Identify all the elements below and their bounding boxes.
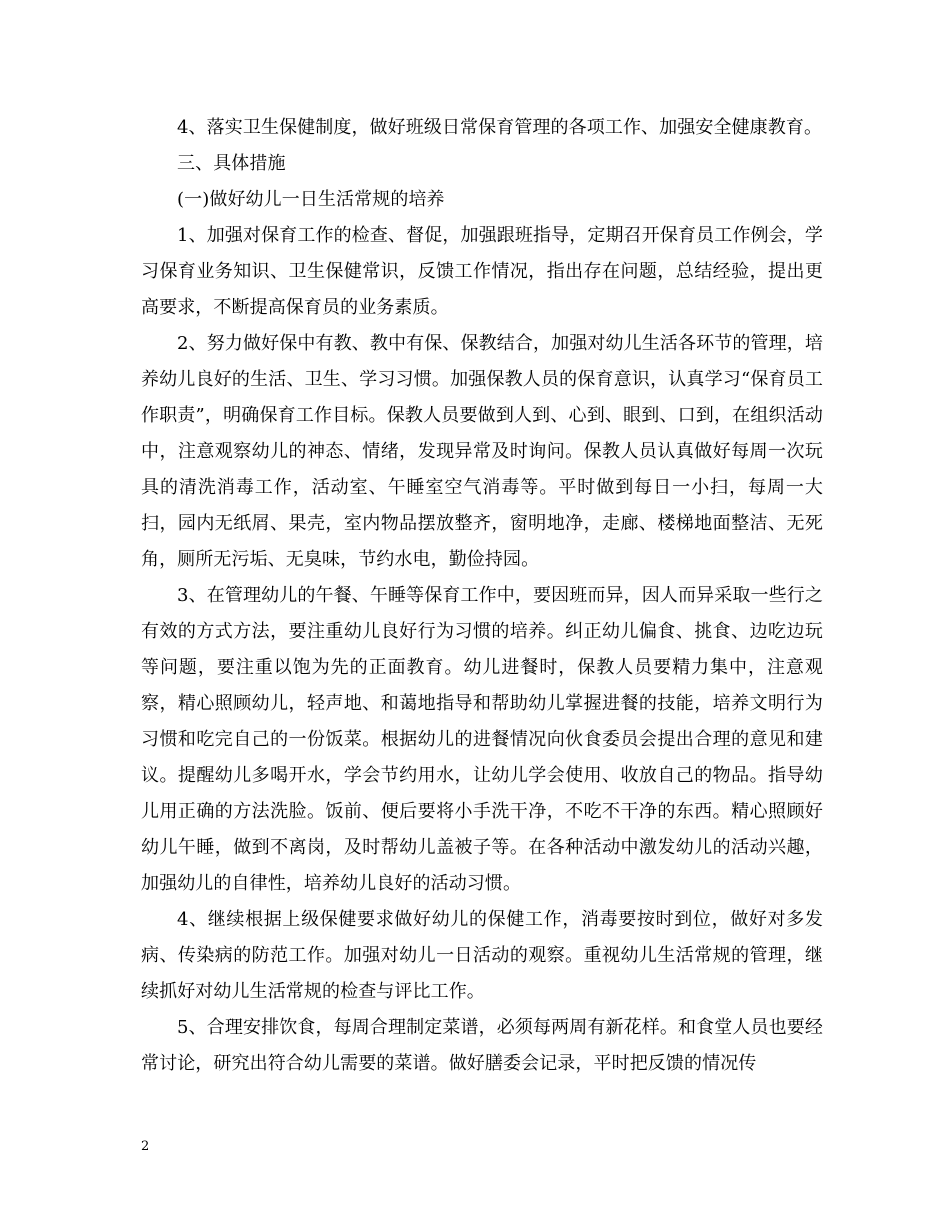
page-number: 2 bbox=[141, 1139, 150, 1154]
paragraph-measure-4: 4、继续根据上级保健要求做好幼儿的保健工作，消毒要按时到位，做好对多发病、传染病的防范工作。加强对幼儿一日活动的观察。重视幼儿生活常规的管理，继续抓好对幼儿生活常规的检查与评比工作。 bbox=[141, 909, 823, 1002]
paragraph-item-4-safety: 4、落实卫生保健制度，做好班级日常保育管理的各项工作、加强安全健康教育。 bbox=[177, 117, 823, 138]
paragraph-measure-1: 1、加强对保育工作的检查、督促，加强跟班指导，定期召开保育员工作例会，学习保育业务知识、卫生保健常识，反馈工作情况，指出存在问题，总结经验，提出更高要求，不断提高保育员的业务素质。 bbox=[141, 225, 823, 318]
paragraph-measure-5: 5、合理安排饮食，每周合理制定菜谱，必须每两周有新花样。和食堂人员也要经常讨论，研究出符合幼儿需要的菜谱。做好膳委会记录，平时把反馈的情况传 bbox=[141, 1017, 823, 1074]
subsection-heading-daily-routine: (一)做好幼儿一日生活常规的培养 bbox=[177, 189, 445, 210]
section-heading-measures: 三、具体措施 bbox=[177, 153, 286, 174]
document-body bbox=[141, 110, 823, 1082]
paragraph-measure-3: 3、在管理幼儿的午餐、午睡等保育工作中，要因班而异，因人而异采取一些行之有效的方式方法，要注重幼儿良好行为习惯的培养。纠正幼儿偏食、挑食、边吃边玩等问题，要注重以饱为先的正面教育。幼儿进餐时，保教人员要精力集中，注意观察，精心照顾幼儿，轻声地、和蔼地指导和帮助幼儿掌握进餐的技能，培养文明行为习惯和吃完自己的一份饭菜。根据幼儿的进餐情况向伙食委员会提出合理的意见和建议。提醒幼儿多喝开水，学会节约用水，让幼儿学会使用、收放自己的物品。指导幼儿用正确的方法洗脸。饭前、便后要将小手洗干净，不吃不干净的东西。精心照顾好幼儿午睡，做到不离岗，及时帮幼儿盖被子等。在各种活动中激发幼儿的活动兴趣，加强幼儿的自律性，培养幼儿良好的活动习惯。 bbox=[141, 585, 823, 894]
paragraph-measure-2: 2、努力做好保中有教、教中有保、保教结合，加强对幼儿生活各环节的管理，培养幼儿良好的生活、卫生、学习习惯。加强保教人员的保育意识，认真学习“保育员工作职责”，明确保育工作目标。保教人员要做到人到、心到、眼到、口到，在组织活动中，注意观察幼儿的神态、情绪，发现异常及时询问。保教人员认真做好每周一次玩具的清洗消毒工作，活动室、午睡室空气消毒等。平时做到每日一小扫，每周一大扫，园内无纸屑、果壳，室内物品摆放整齐，窗明地净，走廊、楼梯地面整洁、无死角，厕所无污垢、无臭味，节约水电，勤俭持园。 bbox=[141, 333, 823, 570]
